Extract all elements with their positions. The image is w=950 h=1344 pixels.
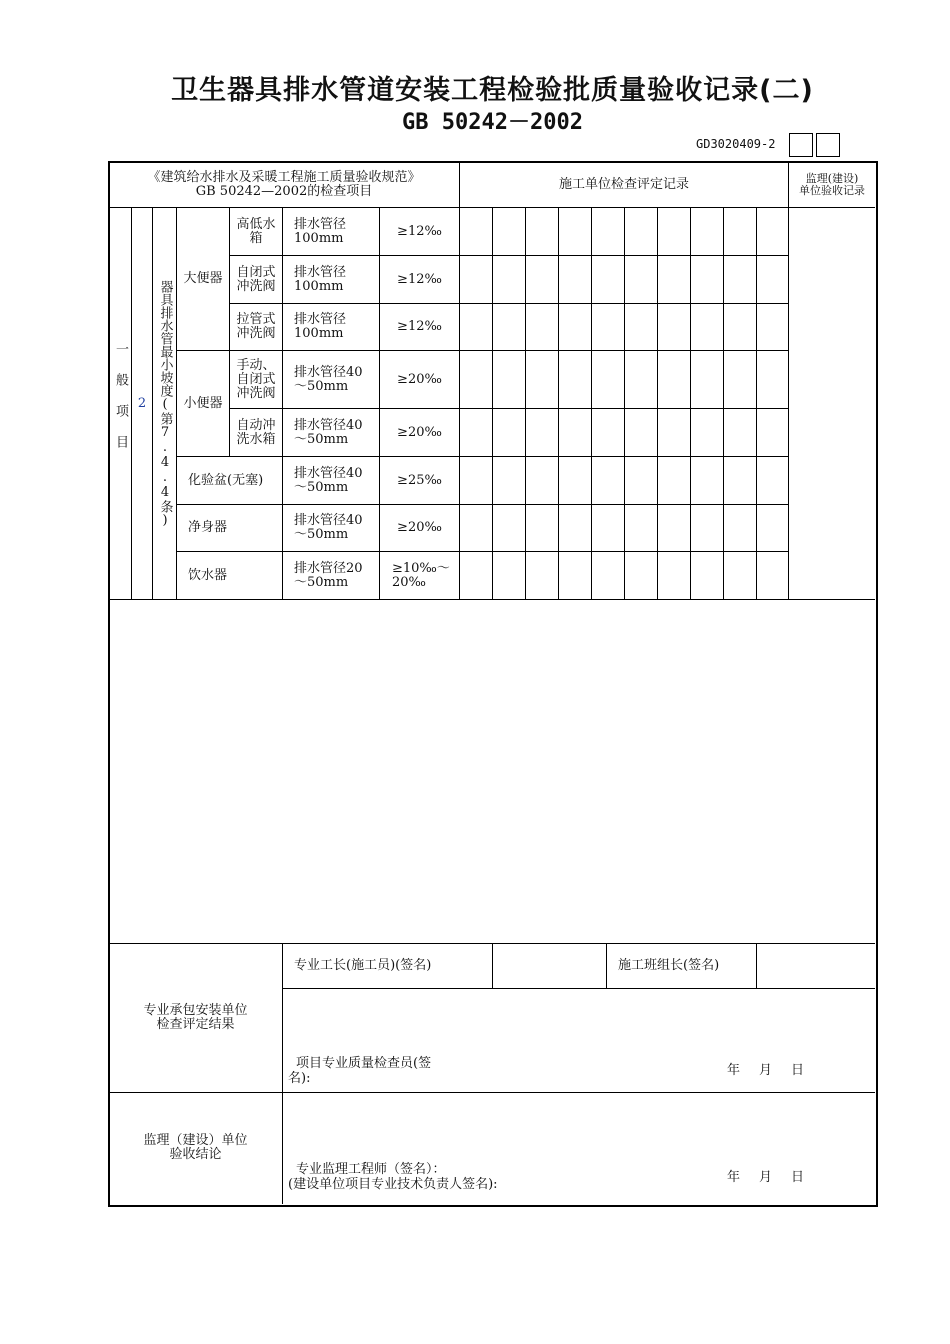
rule xyxy=(657,207,658,599)
row-subtype: 自闭式冲洗阀 xyxy=(236,264,276,294)
date-year: 年 xyxy=(727,1170,741,1185)
contractor-label-line2: 检查评定结果 xyxy=(156,1017,235,1032)
rule xyxy=(283,988,875,989)
rule xyxy=(606,943,607,988)
rule xyxy=(492,207,493,599)
standard-code: GB 50242－2002 xyxy=(402,110,583,135)
rule xyxy=(282,207,283,599)
row-pipe: 排水管径40～50mm xyxy=(294,417,363,447)
group-toilet: 大便器 xyxy=(183,271,223,286)
row-pipe: 排水管径100mm xyxy=(294,312,347,341)
row-pipe: 排水管径40～50mm xyxy=(294,465,363,495)
rule xyxy=(723,207,724,599)
foreman-label: 专业工长(施工员)(签名) xyxy=(294,958,432,973)
row-pipe: 排水管径100mm xyxy=(294,216,347,246)
row-pipe: 排水管径40～50mm xyxy=(294,364,363,394)
rule xyxy=(109,599,875,600)
team-leader-signature-field[interactable] xyxy=(757,944,875,988)
inspector-label-line1: 项目专业质量检查员(签 xyxy=(296,1056,432,1071)
rule xyxy=(525,207,526,599)
row-pipe: 排水管径20～50mm xyxy=(294,560,363,590)
supervision-label-line1: 监理（建设）单位 xyxy=(143,1133,248,1148)
foreman-signature-field[interactable] xyxy=(493,944,606,988)
rule xyxy=(788,162,789,599)
row-slope: ≥12‰ xyxy=(397,223,442,239)
date-year: 年 xyxy=(727,1063,741,1078)
form-code-box-2[interactable] xyxy=(816,133,840,157)
rule xyxy=(282,943,283,1204)
date-day: 日 xyxy=(791,1170,805,1185)
form-title: 卫生器具排水管道安装工程检验批质量验收记录(二) xyxy=(171,75,814,106)
construction-record-header: 施工单位检查评定记录 xyxy=(558,176,689,192)
date-day: 日 xyxy=(791,1063,805,1078)
supervision-header-line2: 单位验收记录 xyxy=(799,183,865,197)
supervision-header xyxy=(789,162,875,207)
row-subtype: 净身器 xyxy=(188,520,228,535)
inspector-label-line2: 名): xyxy=(288,1071,311,1086)
row-subtype: 自动冲洗水箱 xyxy=(236,417,276,447)
row-slope: ≥12‰ xyxy=(397,319,442,334)
row-subtype: 手动、自闭式冲洗阀 xyxy=(236,357,276,401)
row-pipe: 排水管径100mm xyxy=(294,264,347,294)
form-code: GD3020409-2 xyxy=(696,137,776,151)
engineer-label-line1: 专业监理工程师（签名）： xyxy=(296,1162,446,1177)
contractor-label-line1: 专业承包安装单位 xyxy=(143,1003,248,1018)
category-label: 一般项目 xyxy=(113,341,128,466)
team-leader-label: 施工班组长(签名) xyxy=(618,958,720,973)
row-subtype: 拉管式冲洗阀 xyxy=(236,312,276,341)
row-subtype: 饮水器 xyxy=(188,567,228,583)
date-month: 月 xyxy=(759,1063,773,1078)
item-title: 器具排水管最小坡度(第7.4.4条) xyxy=(157,279,173,528)
supervision-label-line2: 验收结论 xyxy=(169,1147,222,1162)
rule xyxy=(690,207,691,599)
contractor-label xyxy=(109,944,282,1092)
row-subtype: 化验盆(无塞) xyxy=(188,472,264,488)
supervision-header-line1: 监理(建设) xyxy=(805,171,859,185)
row-slope: ≥12‰ xyxy=(397,271,442,287)
spec-header xyxy=(109,162,459,207)
item-number: 2 xyxy=(137,395,147,411)
rule xyxy=(756,207,757,599)
rule xyxy=(229,207,230,456)
rule xyxy=(591,207,592,599)
rule xyxy=(459,162,460,599)
engineer-label-line2: (建设单位项目专业技术负责人签名): xyxy=(288,1177,498,1192)
spec-header-line1: 《建筑给水排水及采暖工程施工质量验收规范》 xyxy=(147,169,421,185)
rule xyxy=(558,207,559,599)
supervision-label xyxy=(109,1093,282,1203)
row-slope: ≥20‰ xyxy=(397,424,442,440)
group-urinal: 小便器 xyxy=(183,395,223,411)
row-slope: ≥10‰～20‰ xyxy=(392,560,450,590)
spec-header-line2: GB 50242—2002的检查项目 xyxy=(195,183,373,199)
row-slope: ≥20‰ xyxy=(397,371,442,387)
date-month: 月 xyxy=(759,1170,773,1185)
row-slope: ≥20‰ xyxy=(397,520,442,535)
rule xyxy=(624,207,625,599)
row-slope: ≥25‰ xyxy=(397,472,442,488)
row-subtype: 高低水箱 xyxy=(236,216,276,246)
form-code-box-1[interactable] xyxy=(789,133,813,157)
row-pipe: 排水管径40～50mm xyxy=(294,513,363,542)
